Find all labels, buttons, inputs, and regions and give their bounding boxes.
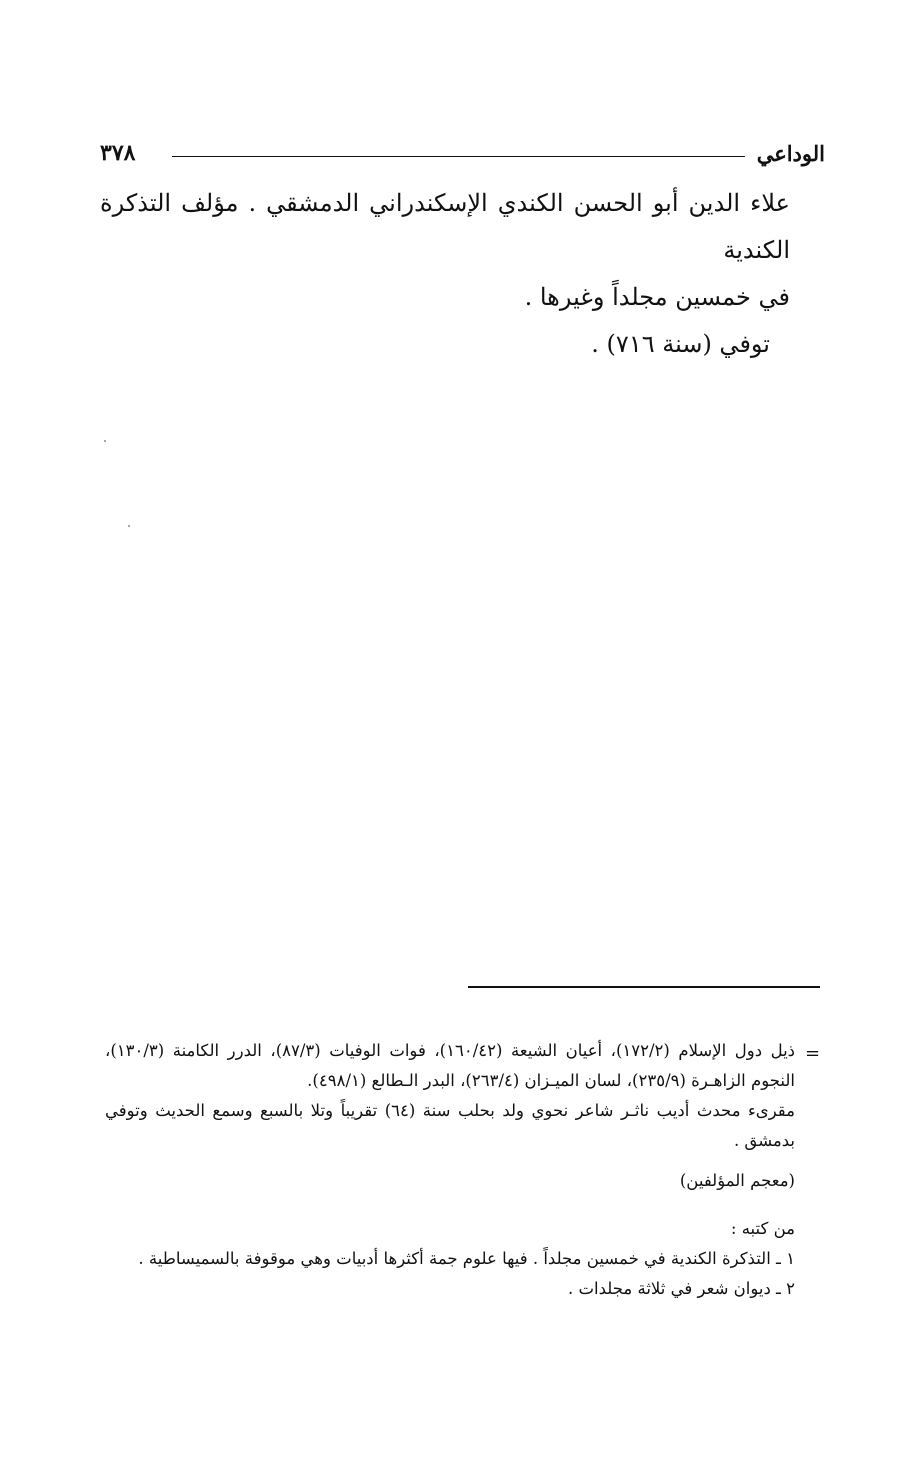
footnote-references: ذيل دول الإسلام (١٧٢/٢)، أعيان الشيعة (١٦٠/٤٢)، فوات الوفيات (٨٧/٣)، الدرر الكامنة (١٣٠/٣)، النجوم الزاهـرة (٢٣٥/٩)، لسان الميـزان (٢٦٣/٤)، البدر الـطالع (٤٩٨/١). [105,1041,796,1090]
footnote-source: (معجم المؤلفين) [679,1171,795,1190]
footnote-separator [468,986,820,988]
main-line-3: توفي (سنة ٧١٦) . [591,330,770,358]
footnote-bio: مقرىء محدث أديب ناثـر شاعر نحوي ولد بحلب سنة (٦٤) تقريباً وتلا بالسبع وسمع الحديث وتوفي بدمشق . [105,1101,795,1150]
scan-speck [104,440,106,442]
main-line-2: في خمسين مجلداً وغيرها . [524,283,790,311]
running-header [100,138,825,174]
header-rule [172,156,745,157]
main-line-1: علاء الدين أبو الحسن الكندي الإسكندراني الدمشقي . مؤلف التذكرة الكندية [100,189,790,264]
header-title: الوداعي [756,141,825,166]
works-item-1: ١ ـ التذكرة الكندية في خمسين مجلداً . فيها علوم جمة أكثرها أدبيات وهي موقوفة بالسميساطية . [138,1249,795,1268]
footnotes [105,1036,795,1304]
works-item-2: ٢ ـ ديوان شعر في ثلاثة مجلدات . [568,1279,795,1298]
page-number: ٣٧٨ [100,140,136,166]
footnote-continuation-marker: = [805,1043,821,1064]
works-title: من كتبه : [730,1219,795,1238]
main-text [100,180,790,368]
scan-speck [128,525,130,527]
